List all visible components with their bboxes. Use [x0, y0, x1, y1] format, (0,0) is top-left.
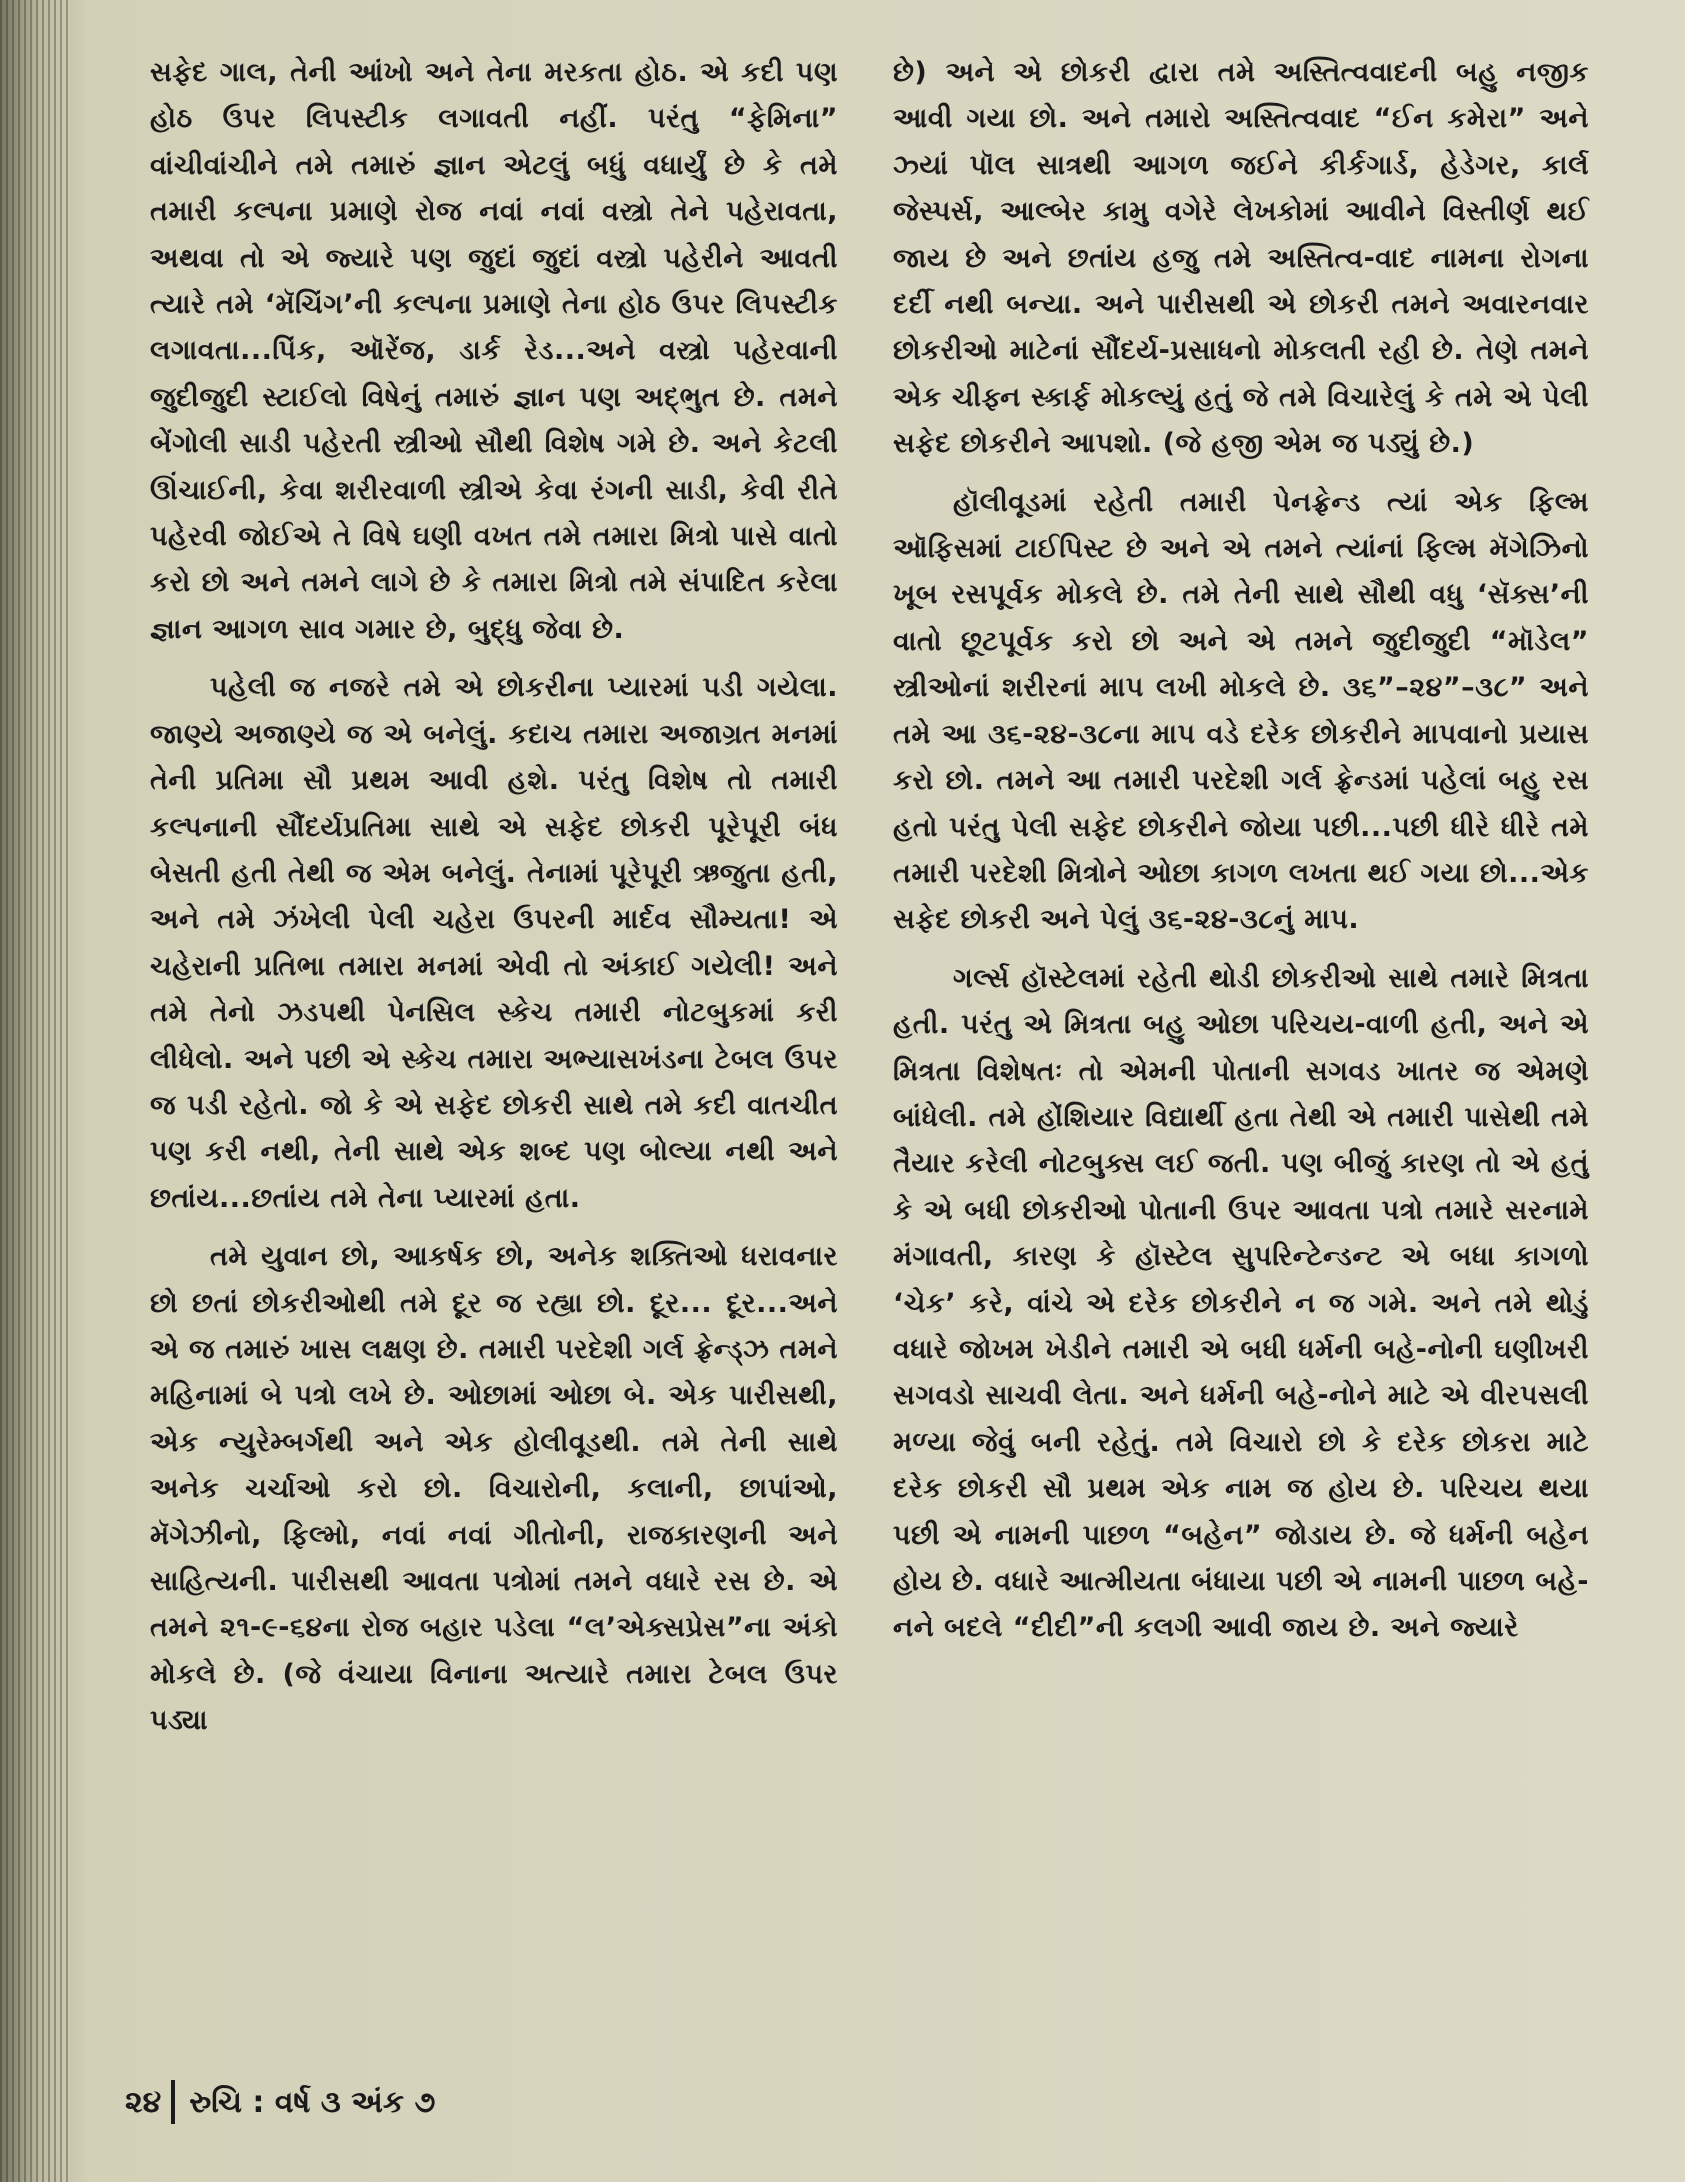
page-number: ૨૪: [125, 2084, 162, 2120]
paragraph: છે) અને એ છોકરી દ્વારા તમે અસ્તિત્વવાદની બહુ નજીક આવી ગયા છો. અને તમારો અસ્તિત્વવાદ “ઈન કમેરા” અને ઝ્યાં પૉલ સાત્રથી આગળ જઈને કીર્કગાર્ડ, હેડેગર, કાર્લ જેસ્પર્સ, આલ્બેર કામુ વગેરે લેખકોમાં આવીને વિસ્તીર્ણ થઈ જાય છે અને છતાંય હજુ તમે અસ્તિત્વ-વાદ નામના રોગના દર્દી નથી બન્યા. અને પારીસથી એ છોકરી તમને અવારનવાર છોકરીઓ માટેનાં સૌંદર્ય-પ્રસાધનો મોકલતી રહી છે. તેણે તમને એક ચીફ્ન સ્કાર્ફ મોકલ્યું હતું જે તમે વિચારેલું કે તમે એ પેલી સફેદ છોકરીને આપશો. (જે હજી એમ જ પડ્યું છે.): [893, 57, 1589, 460]
paragraph: પહેલી જ નજરે તમે એ છોકરીના પ્યારમાં પડી ગયેલા. જાણ્યે અજાણ્યે જ એ બનેલું. કદાચ તમારા અજાગ્રત મનમાં તેની પ્રતિમા સૌ પ્રથમ આવી હશે. પરંતુ વિશેષ તો તમારી કલ્પનાની સૌંદર્યપ્રતિમા સાથે એ સફેદ છોકરી પૂરેપૂરી બંધ બેસતી હતી તેથી જ એમ બનેલું. તેનામાં પૂરેપૂરી ઋજુતા હતી, અને તમે ઝંખેલી પેલી ચહેરા ઉપરની માર્દવ સૌમ્યતા! એ ચહેરાની પ્રતિભા તમારા મનમાં એવી તો અંકાઈ ગયેલી! અને તમે તેનો ઝડપથી પેનસિલ સ્કેચ તમારી નોટબુકમાં કરી લીધેલો. અને પછી એ સ્કેચ તમારા અભ્યાસખંડના ટેબલ ઉપર જ પડી રહેતો. જો કે એ સફેદ છોકરી સાથે તમે કદી વાતચીત પણ કરી નથી, તેની સાથે એક શબ્દ પણ બોલ્યા નથી અને છતાંય...છતાંય તમે તેના પ્યારમાં હતા.: [150, 672, 838, 1214]
publication-info: રુચિ : વર્ષ ૩ અંક ૭: [189, 2084, 436, 2120]
footer-divider: [171, 2080, 175, 2124]
paragraph: તમે યુવાન છો, આકર્ષક છો, અનેક શક્તિઓ ધરાવનાર છો છતાં છોકરીઓથી તમે દૂર જ રહ્યા છો. દૂર... દૂર...અને એ જ તમારું ખાસ લક્ષણ છે. તમારી પરદેશી ગર્લ ફ્રેન્ડ્ઝ તમને મહિનામાં બે પત્રો લખે છે. ઓછામાં ઓછા બે. એક પારીસથી, એક ન્યુરેમ્બર્ગથી અને એક હોલીવૂડથી. તમે તેની સાથે અનેક ચર્ચાઓ કરો છો. વિચારોની, કલાની, છાપાંઓ, મૅગેઝીનો, ફિલ્મો, નવાં નવાં ગીતોની, રાજકારણની અને સાહિત્યની. પારીસથી આવતા પત્રોમાં તમને વધારે રસ છે. એ તમને ૨૧-૯-૬૪ના રોજ બહાર પડેલા “લ’એક્સપ્રેસ”ના અંકો મોકલે છે. (જે વંચાયા વિનાના અત્યારે તમારા ટેબલ ઉપર પડ્યા: [150, 1241, 838, 1737]
paragraph: હૉલીવૂડમાં રહેતી તમારી પેનફ્રેન્ડ ત્યાં એક ફિલ્મ ઑફિસમાં ટાઈપિસ્ટ છે અને એ તમને ત્યાંનાં ફિલ્મ મૅગેઝિનો ખૂબ રસપૂર્વક મોકલે છે. તમે તેની સાથે સૌથી વધુ ‘સૅક્સ’ની વાતો છૂટપૂર્વક કરો છો અને એ તમને જુદીજુદી “મૉડેલ” સ્ત્રીઓનાં શરીરનાં માપ લખી મોકલે છે. ૩૬”–૨૪”–૩૮” અને તમે આ ૩૬-૨૪-૩૮ના માપ વડે દરેક છોકરીને માપવાનો પ્રયાસ કરો છો. તમને આ તમારી પરદેશી ગર્લ ફ્રેન્ડમાં પહેલાં બહુ રસ હતો પરંતુ પેલી સફેદ છોકરીને જોયા પછી...પછી ધીરે ધીરે તમે તમારી પરદેશી મિત્રોને ઓછા કાગળ લખતા થઈ ગયા છો...એક સફેદ છોકરી અને પેલું ૩૬-૨૪-૩૮નું માપ.: [893, 486, 1589, 936]
paragraph: સફેદ ગાલ, તેની આંખો અને તેના મરકતા હોઠ. એ કદી પણ હોઠ ઉપર લિપસ્ટીક લગાવતી નહીં. પરંતુ “ફેમિના” વાંચીવાંચીને તમે તમારું જ્ઞાન એટલું બધું વધાર્યું છે કે તમે તમારી કલ્પના પ્રમાણે રોજ નવાં નવાં વસ્ત્રો તેને પહેરાવતા, અથવા તો એ જ્યારે પણ જુદાં જુદાં વસ્ત્રો પહેરીને આવતી ત્યારે તમે ‘મૅચિંગ’ની કલ્પના પ્રમાણે તેના હોઠ ઉપર લિપસ્ટીક લગાવતા...પિંક, ઑરેંજ, ડાર્ક રેડ...અને વસ્ત્રો પહેરવાની જુદીજુદી સ્ટાઈલો વિષેનું તમારું જ્ઞાન પણ અદ્‌ભુત છે. તમને બેંગોલી સાડી પહેરતી સ્ત્રીઓ સૌથી વિશેષ ગમે છે. અને કેટલી ઊંચાઈની, કેવા શરીરવાળી સ્ત્રીએ કેવા રંગની સાડી, કેવી રીતે પહેરવી જોઈએ તે વિષે ઘણી વખત તમે તમારા મિત્રો પાસે વાતો કરો છો અને તમને લાગે છે કે તમારા મિત્રો તમે સંપાદિત કરેલા જ્ઞાન આગળ સાવ ગમાર છે, બુદ્ધુ જેવા છે.: [150, 57, 838, 645]
paragraph: ગર્લ્સ હૉસ્ટેલમાં રહેતી થોડી છોકરીઓ સાથે તમારે મિત્રતા હતી. પરંતુ એ મિત્રતા બહુ ઓછા પરિચય-વાળી હતી, અને એ મિત્રતા વિશેષતઃ તો એમની પોતાની સગવડ ખાતર જ એમણે બાંધેલી. તમે હોંશિયાર વિદ્યાર્થી હતા તેથી એ તમારી પાસેથી તમે તૈયાર કરેલી નોટબુક્સ લઈ જતી. પણ બીજું કારણ તો એ હતું કે એ બધી છોકરીઓ પોતાની ઉપર આવતા પત્રો તમારે સરનામે મંગાવતી, કારણ કે હૉસ્ટેલ સુપરિન્ટેન્ડન્ટ એ બધા કાગળો ‘ચેક’ કરે, વાંચે એ દરેક છોકરીને ન જ ગમે. અને તમે થોડું વધારે જોખમ ખેડીને તમારી એ બધી ધર્મની બહે-નોની ઘણીખરી સગવડો સાચવી લેતા. અને ધર્મની બહે-નોને માટે એ વીરપસલી મળ્યા જેવું બની રહેતું. તમે વિચારો છો કે દરેક છોકરા માટે દરેક છોકરી સૌ પ્રથમ એક નામ જ હોય છે. પરિચય થયા પછી એ નામની પાછળ “બહેન” જોડાય છે. જે ધર્મની બહેન હોય છે. વધારે આત્મીયતા બંધાયા પછી એ નામની પાછળ બહે-નને બદલે “દીદી”ની કલગી આવી જાય છે. અને જ્યારે: [893, 962, 1589, 1644]
left-text-column: [150, 50, 838, 1745]
page-footer: [125, 2080, 435, 2124]
page-stack-edge: [0, 0, 70, 2182]
right-text-column: [893, 50, 1589, 1652]
